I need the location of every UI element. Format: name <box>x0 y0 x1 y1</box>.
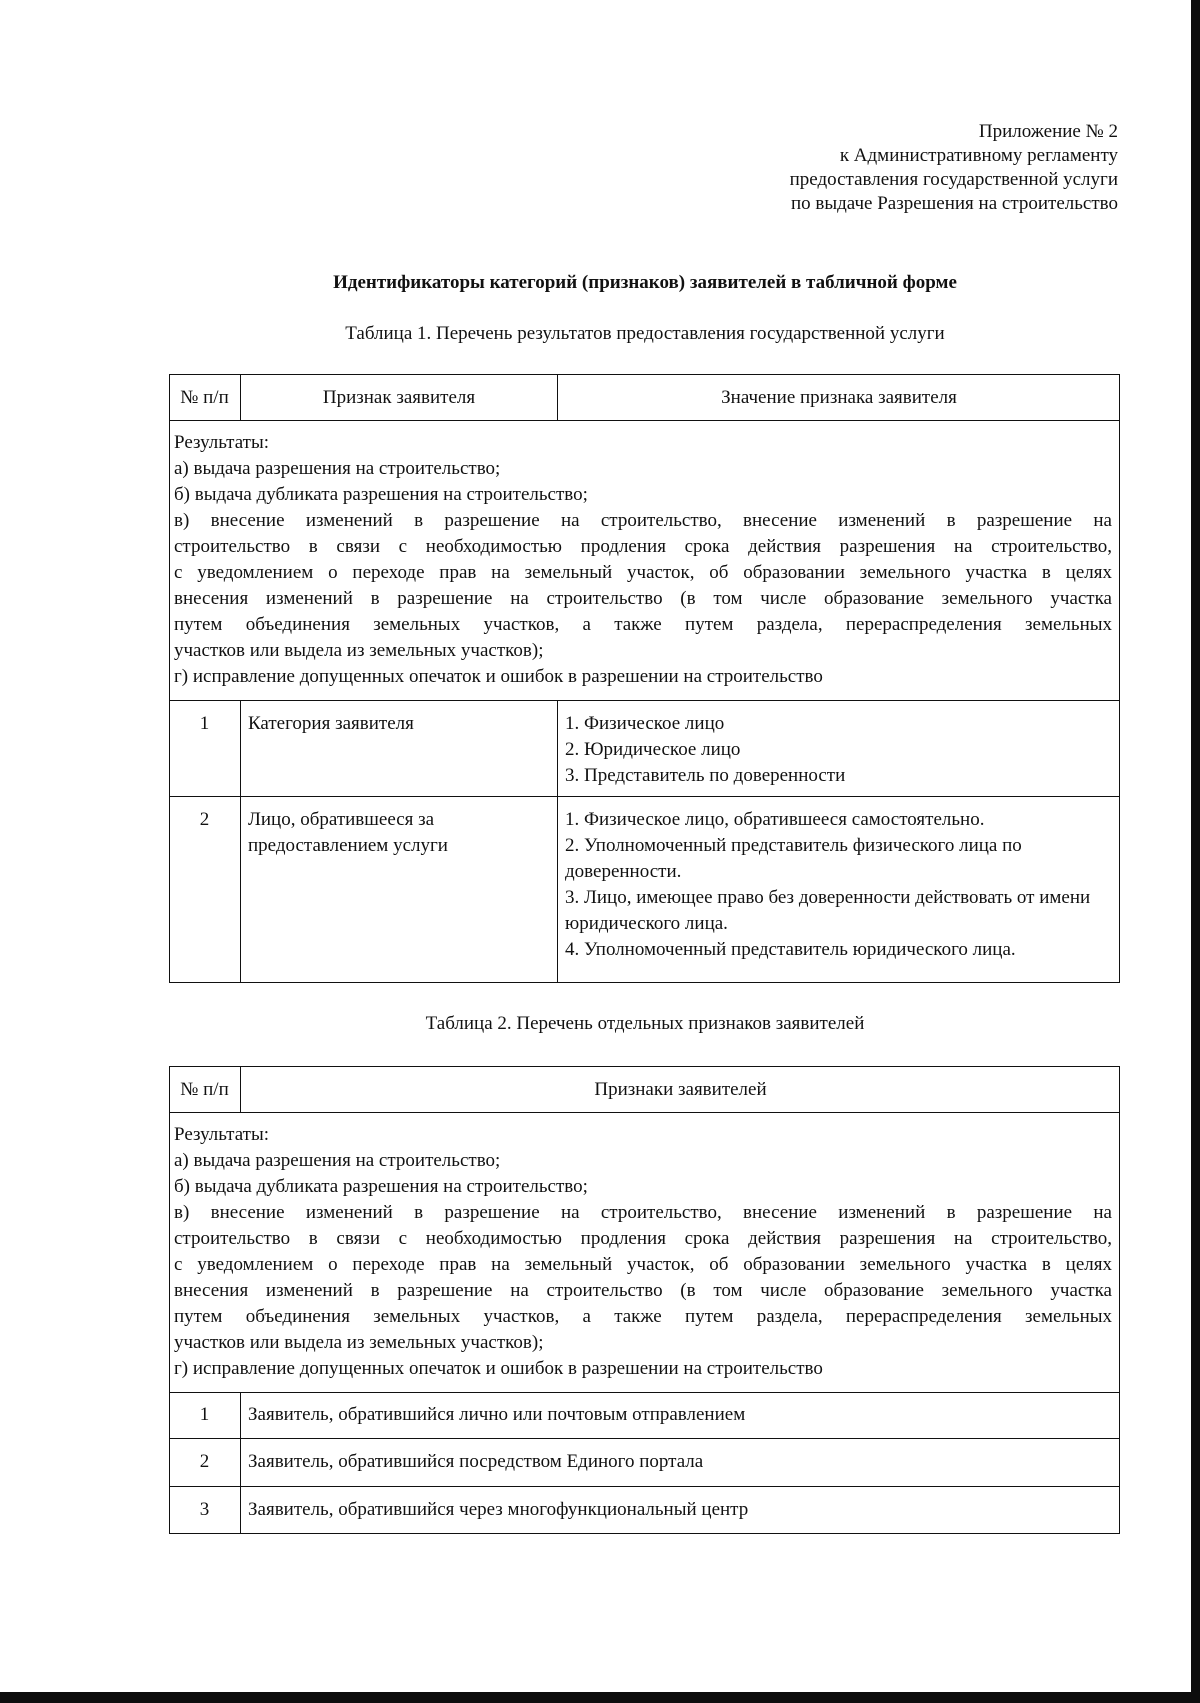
table2-row3-text: Заявитель, обратившийся через многофункциональный центр <box>248 1499 749 1520</box>
result-v-line1: в) внесение изменений в разрешение на строительство, внесение изменений в разрешение на <box>174 1202 1112 1223</box>
table2-row1-num: 1 <box>199 1404 210 1425</box>
result-v-line4: внесения изменений в разрешение на строительство (в том числе образование земельного участка <box>174 588 1112 609</box>
table1-row-divider <box>169 796 1120 797</box>
result-v-line3: с уведомлением о переходе прав на земельный участок, об образовании земельного участка в целях <box>174 1254 1112 1275</box>
result-v-line6: участков или выдела из земельных участков); <box>174 640 544 661</box>
table2-row-divider-2 <box>169 1486 1120 1487</box>
table2-results <box>174 1122 1112 1382</box>
table1-results <box>174 430 1112 690</box>
scan-edge-bottom <box>0 1692 1200 1703</box>
list-item: 1. Физическое лицо <box>565 713 725 734</box>
table2-caption: Таблица 2. Перечень отдельных признаков заявителей <box>425 1013 865 1034</box>
list-item: 2. Уполномоченный представитель физического лица по доверенности. <box>565 835 1022 882</box>
appendix-header <box>790 120 1118 216</box>
result-v-line1: в) внесение изменений в разрешение на строительство, внесение изменений в разрешение на <box>174 510 1112 531</box>
result-b: б) выдача дубликата разрешения на строительство; <box>174 484 588 505</box>
result-g: г) исправление допущенных опечаток и ошибок в разрешении на строительство <box>174 1358 823 1379</box>
appendix-line-4: по выдаче Разрешения на строительство <box>790 193 1118 214</box>
result-g: г) исправление допущенных опечаток и ошибок в разрешении на строительство <box>174 666 823 687</box>
table1-results-divider <box>169 700 1120 701</box>
table1-col-divider-2-rows <box>557 700 558 983</box>
table2-results-divider <box>169 1392 1120 1393</box>
table1-caption: Таблица 1. Перечень результатов предоставления государственной услуги <box>345 323 945 344</box>
table2-col-divider-rows <box>240 1392 241 1534</box>
result-v-line3: с уведомлением о переходе прав на земельный участок, об образовании земельного участка в целях <box>174 562 1112 583</box>
table2-header-num: № п/п <box>180 1079 229 1100</box>
list-item: 4. Уполномоченный представитель юридического лица. <box>565 939 1016 960</box>
list-item: 3. Лицо, имеющее право без доверенности действовать от имени юридического лица. <box>565 887 1091 934</box>
result-v-line4: внесения изменений в разрешение на строительство (в том числе образование земельного участка <box>174 1280 1112 1301</box>
list-item: 3. Представитель по доверенности <box>565 765 846 786</box>
result-a: а) выдача разрешения на строительство; <box>174 458 501 479</box>
appendix-line-3: предоставления государственной услуги <box>789 169 1118 190</box>
table1-header-value: Значение признака заявителя <box>721 387 957 408</box>
table1-header-attr: Признак заявителя <box>322 387 476 408</box>
table1-row1-num: 1 <box>199 713 210 734</box>
result-b: б) выдача дубликата разрешения на строительство; <box>174 1176 588 1197</box>
table1-header-num: № п/п <box>180 387 229 408</box>
table1-row2-values <box>565 807 1117 963</box>
table2-header-divider <box>169 1112 1120 1113</box>
table1-row1-values <box>565 711 1113 789</box>
list-item: 2. Юридическое лицо <box>565 739 741 760</box>
result-v-line6: участков или выдела из земельных участков); <box>174 1332 544 1353</box>
result-v-line2: строительство в связи с необходимостью продления срока действия разрешения на строительство, <box>174 1228 1112 1249</box>
table1-row2-num: 2 <box>199 809 210 830</box>
table2-row-divider-1 <box>169 1438 1120 1439</box>
table1-col-divider-1-rows <box>240 700 241 983</box>
result-a: а) выдача разрешения на строительство; <box>174 1150 501 1171</box>
table2-header-attrs: Признаки заявителей <box>594 1079 767 1100</box>
result-v-line5: путем объединения земельных участков, а также путем раздела, перераспределения земельных <box>174 614 1112 635</box>
table2-row1-text: Заявитель, обратившийся лично или почтовым отправлением <box>248 1404 746 1425</box>
appendix-number: Приложение № 2 <box>978 121 1118 142</box>
table1-header-divider <box>169 420 1120 421</box>
table2-row2-text: Заявитель, обратившийся посредством Единого портала <box>248 1451 704 1472</box>
result-v-line5: путем объединения земельных участков, а также путем раздела, перераспределения земельных <box>174 1306 1112 1327</box>
scan-edge-right <box>1191 0 1200 1703</box>
list-item: 1. Физическое лицо, обратившееся самостоятельно. <box>565 809 985 830</box>
table2-row2-num: 2 <box>199 1451 210 1472</box>
table1-row2-attr: Лицо, обратившееся за предоставлением услуги <box>248 809 448 856</box>
table1-row1-attr: Категория заявителя <box>248 713 414 734</box>
result-v-line2: строительство в связи с необходимостью продления срока действия разрешения на строительство, <box>174 536 1112 557</box>
results-heading: Результаты: <box>174 432 269 453</box>
document-title: Идентификаторы категорий (признаков) заявителей в табличной форме <box>333 272 957 293</box>
results-heading: Результаты: <box>174 1124 269 1145</box>
appendix-line-2: к Административному регламенту <box>839 145 1118 166</box>
table2-row3-num: 3 <box>199 1499 210 1520</box>
